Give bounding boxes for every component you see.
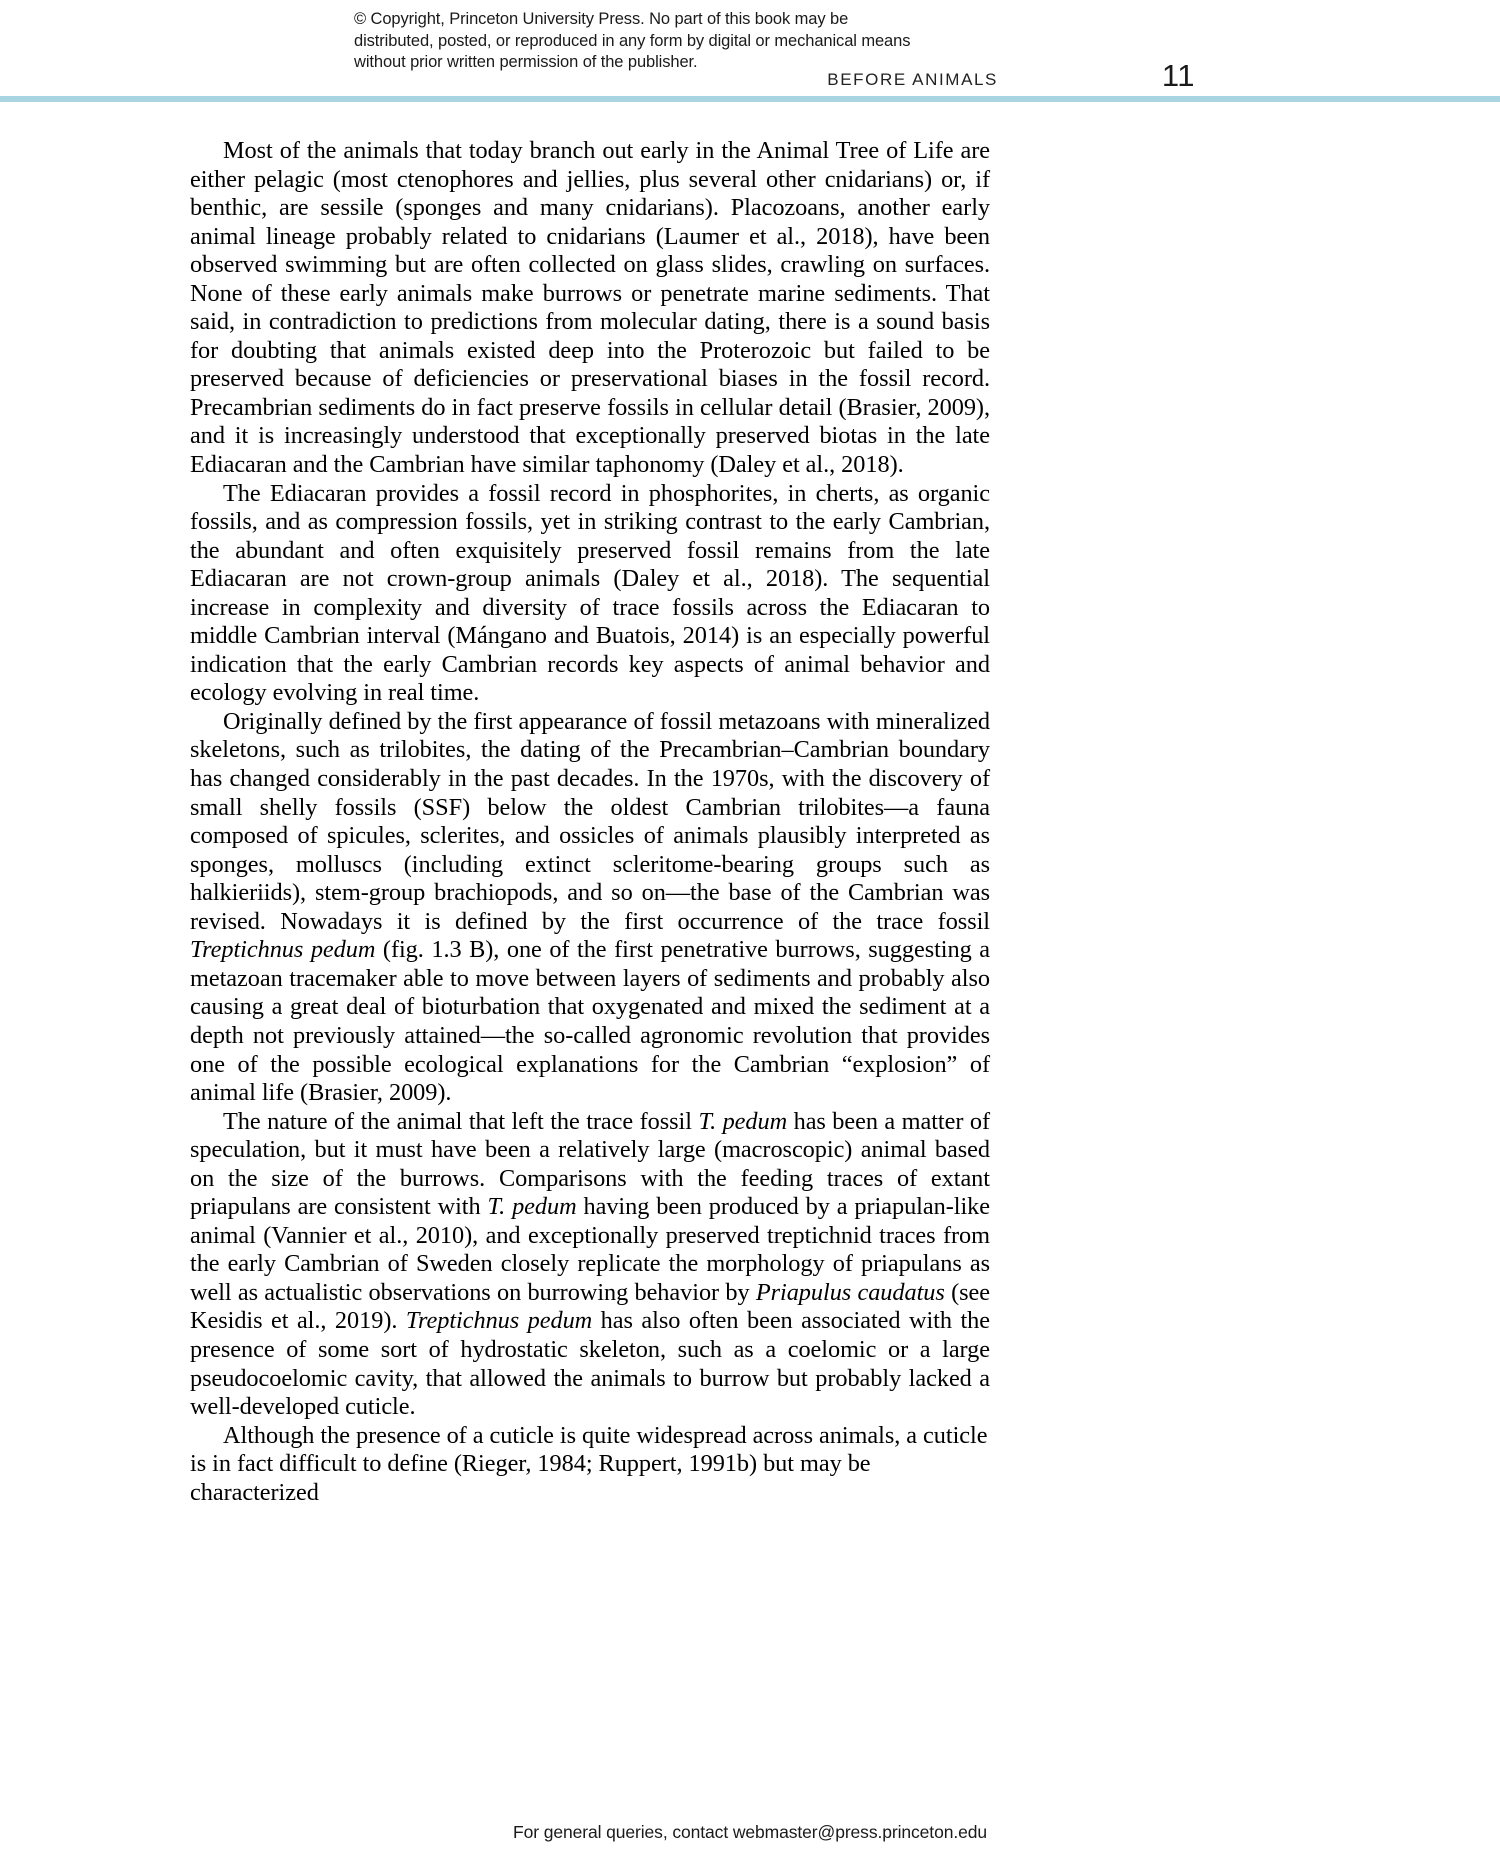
page-number: 11 [1161, 58, 1195, 93]
taxon-name-italic: Priapulus caudatus [755, 1278, 945, 1306]
text-run: (see Kesidis et al., 2019). [190, 1278, 990, 1335]
paragraph-1 [190, 137, 990, 480]
copyright-notice: © Copyright, Princeton University Press. No part of this book may be distributed, posted, or reproduced in any form by digital or mechanical means without prior written permission of the publisher. [354, 10, 911, 71]
running-head: BEFORE ANIMALS [827, 70, 998, 89]
paragraph-5 [190, 1422, 990, 1508]
text-run: Most of the animals that today branch out early in the Animal Tree of Life are either pelagic (most ctenophores and jellies, plus several other cnidarians) or, if benthic, are sessile (sponges and many cnidarians). Placozoans, another early animal lineage probably related to cnidarians (Laumer et al., 2018), have been observed swimming but are often collected on glass slides, crawling on surfaces. None of these early animals make burrows or penetrate marine sediments. That said, in contradiction to predictions from molecular dating, there is a sound basis for doubting that animals existed deep into the Proterozoic but failed to be preserved because of deficiencies or preservational biases in the fossil record. Precambrian sediments do in fact preserve fossils in cellular detail (Brasier, 2009), and it is increasingly understood that exceptionally preserved biotas in the late Ediacaran and the Cambrian have similar taphonomy (Daley et al., 2018). [190, 137, 990, 479]
taxon-name-italic: T. pedum [698, 1107, 788, 1135]
text-run: The Ediacaran provides a fossil record in phosphorites, in cherts, as organic fossils, and as compression fossils, yet in striking contrast to the early Cambrian, the abundant and often exquisitely preserved fossil remains from the late Ediacaran are not crown-group animals (Daley et al., 2018). The sequential increase in complexity and diversity of trace fossils across the Ediacaran to middle Cambrian interval (Mángano and Buatois, 2014) is an especially powerful indication that the early Cambrian records key aspects of animal behavior and ecology evolving in real time. [190, 479, 990, 707]
paragraph-2 [190, 480, 990, 708]
header-divider-rule [0, 96, 1500, 102]
taxon-name-italic: T. pedum [487, 1193, 577, 1221]
taxon-name-italic: Treptichnus pedum [190, 936, 376, 964]
body-text-column [190, 137, 990, 1507]
taxon-name-italic: Treptichnus pedum [405, 1307, 593, 1335]
paragraph-3 [190, 708, 990, 1108]
text-run: Originally defined by the first appearance of fossil metazoans with mineralized skeletons, such as trilobites, the dating of the Precambrian–Cambrian boundary has changed considerably in the past decades. In the 1970s, with the discovery of small shelly fossils (SSF) below the oldest Cambrian trilobites—a fauna composed of spicules, sclerites, and ossicles of animals plausibly interpreted as sponges, molluscs (including extinct scleritome-bearing groups such as halkieriids), stem-group brachiopods, and so on—the base of the Cambrian was revised. Nowadays it is defined by the first occurrence of the trace fossil [190, 707, 990, 935]
footer-queries-notice: For general queries, contact webmaster@press.princeton.edu [512, 1822, 987, 1842]
text-run: Although the presence of a cuticle is quite widespread across animals, a cuticle is in fact difficult to define (Rieger, 1984; Ruppert, 1991b) but may be characterized [190, 1421, 988, 1506]
text-run: The nature of the animal that left the trace fossil [223, 1107, 699, 1135]
text-run: having been produced by a priapulan-like animal (Vannier et al., 2010), and exceptionally preserved treptichnid traces from the early Cambrian of Sweden closely replicate the morphology of priapulans as well as actualistic observations on burrowing behavior by [190, 1193, 990, 1306]
text-run: has also often been associated with the presence of some sort of hydrostatic skeleton, such as a coelomic or a large pseudocoelomic cavity, that allowed the animals to burrow but probably lacked a well-developed cuticle. [190, 1307, 990, 1421]
paragraph-4 [190, 1108, 990, 1422]
text-run: has been a matter of speculation, but it must have been a relatively large (macroscopic) animal based on the size of the burrows. Comparisons with the feeding traces of extant priapulans are consistent with [190, 1107, 990, 1221]
text-run: (fig. 1.3 B), one of the first penetrative burrows, suggesting a metazoan tracemaker able to move between layers of sediments and probably also causing a great deal of bioturbation that oxygenated and mixed the sediment at a depth not previously attained—the so-called agronomic revolution that provides one of the possible ecological explanations for the Cambrian “explosion” of animal life (Brasier, 2009). [190, 936, 990, 1107]
